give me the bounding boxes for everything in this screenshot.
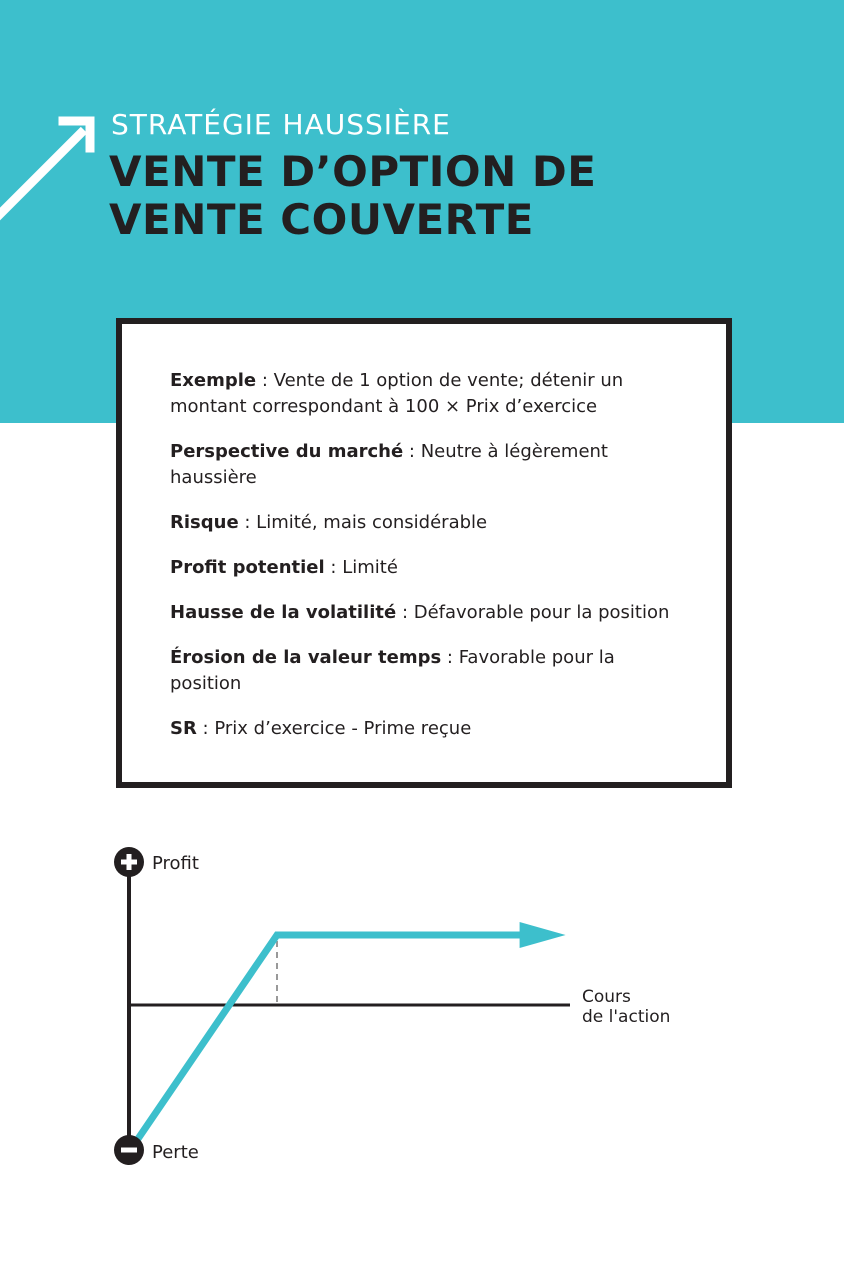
- payoff-chart: [110, 840, 710, 1180]
- x-axis-label-line-2: de l'action: [582, 1007, 671, 1027]
- payoff-line: [129, 935, 522, 1152]
- detail-market-outlook: [170, 439, 690, 491]
- profit-label: Profit: [152, 853, 199, 874]
- detail-value: : Neutre à légèrement haussière: [170, 441, 608, 488]
- detail-label: Érosion de la valeur temps: [170, 647, 442, 668]
- detail-risk: [170, 510, 690, 536]
- detail-value: : Vente de 1 option de vente; détenir un montant correspondant à 100 × Prix d’exercice: [170, 370, 624, 417]
- strategy-details-box: [116, 318, 732, 788]
- plus-icon: [114, 847, 144, 877]
- loss-label: Perte: [152, 1142, 199, 1163]
- title-line-2: VENTE COUVERTE: [109, 195, 534, 244]
- detail-label: Exemple: [170, 370, 257, 391]
- detail-value: : Limité: [324, 557, 398, 578]
- title-line-1: VENTE D’OPTION DE: [109, 147, 597, 196]
- detail-value: : Favorable pour la position: [170, 647, 615, 694]
- detail-label: Perspective du marché: [170, 441, 404, 462]
- detail-value: : Défavorable pour la position: [396, 602, 670, 623]
- detail-value: : Limité, mais considérable: [238, 512, 488, 533]
- detail-label: Profit potentiel: [170, 557, 325, 578]
- detail-value: : Prix d’exercice - Prime reçue: [196, 718, 472, 739]
- detail-label: SR: [170, 718, 197, 739]
- payoff-arrowhead: [520, 922, 566, 948]
- strategy-category: STRATÉGIE HAUSSIÈRE: [111, 108, 451, 141]
- x-axis-label-line-1: Cours: [582, 987, 631, 1007]
- detail-example: [170, 368, 690, 420]
- detail-volatility: [170, 600, 690, 626]
- detail-label: Risque: [170, 512, 239, 533]
- arrow-up-right-icon: [0, 110, 100, 225]
- detail-time-decay: [170, 645, 690, 697]
- detail-label: Hausse de la volatilité: [170, 602, 397, 623]
- detail-breakeven: [170, 716, 690, 742]
- details-list: [170, 368, 690, 761]
- page-title: [109, 148, 596, 244]
- detail-potential-profit: [170, 555, 690, 581]
- minus-icon: [114, 1135, 144, 1165]
